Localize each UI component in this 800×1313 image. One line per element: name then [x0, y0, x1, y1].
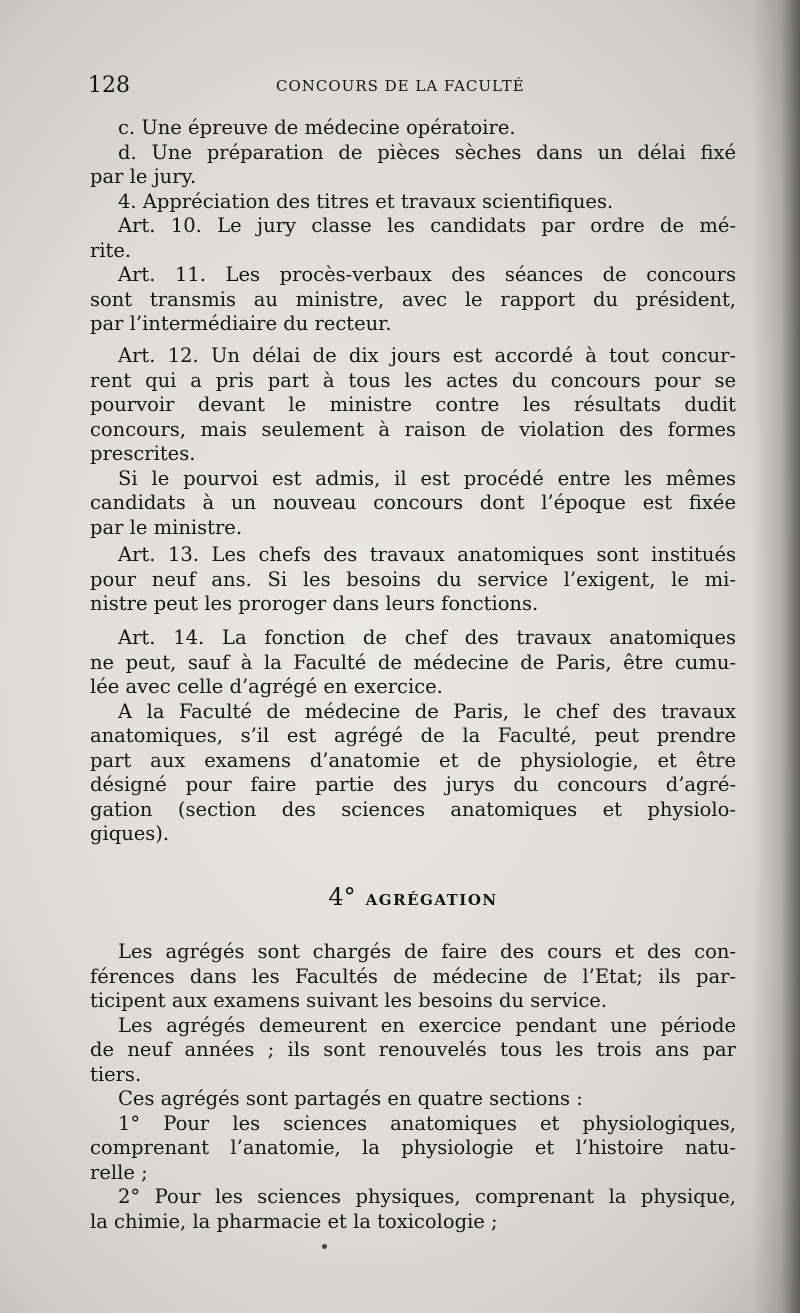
- paragraph-agregation: [90, 940, 736, 1234]
- text-line: tiers.: [90, 1062, 142, 1086]
- text-line: anatomiques, s’il est agrégé de la Faculté, peut prendre: [90, 724, 736, 747]
- text-line: gation (section des sciences anatomiques et physiolo-: [90, 797, 736, 821]
- text-line: c. Une épreuve de médecine opératoire.: [118, 116, 516, 139]
- text-line: désigné pour faire partie des jurys du concours d’agré-: [90, 773, 736, 796]
- text-line: candidats à un nouveau concours dont l’époque est fixée: [90, 491, 736, 514]
- text-line: 2° Pour les sciences physiques, comprenant la physique,: [118, 1185, 736, 1208]
- text-line: Art. 10. Le jury classe les candidats par ordre de mé-: [118, 214, 736, 237]
- text-line: giques).: [90, 822, 170, 845]
- text-line: Art. 11. Les procès-verbaux des séances de concours: [118, 263, 736, 286]
- book-spine-shadow: [752, 0, 800, 1313]
- text-line: relle ;: [90, 1160, 148, 1184]
- text-line: Art. 12. Un délai de dix jours est accordé à tout concur-: [118, 344, 736, 367]
- text-line: nistre peut les proroger dans leurs fonctions.: [90, 592, 539, 615]
- text-line: rent qui a pris part à tous les actes du concours pour se: [90, 368, 736, 392]
- text-line: par le ministre.: [90, 515, 243, 539]
- section-heading: [90, 883, 736, 913]
- text-line: pour neuf ans. Si les besoins du service l’exigent, le mi-: [90, 567, 736, 591]
- text-line: prescrites.: [90, 442, 196, 465]
- text-line: concours, mais seulement à raison de violation des formes: [90, 417, 736, 441]
- text-line: Les agrégés demeurent en exercice pendant une période: [118, 1013, 736, 1037]
- text-line: sont transmis au ministre, avec le rapport du président,: [90, 287, 736, 311]
- text-line: Art. 14. La fonction de chef des travaux anatomiques: [118, 626, 736, 649]
- paragraph-article-14: [90, 626, 736, 847]
- page-header: [88, 73, 736, 101]
- section-title: AGRÉGATION: [365, 891, 498, 909]
- text-line: Ces agrégés sont partagés en quatre sections :: [118, 1087, 583, 1110]
- page-number: 128: [88, 73, 130, 98]
- text-line: 4. Appréciation des titres et travaux scientifiques.: [118, 189, 614, 213]
- section-number: 4°: [328, 883, 356, 911]
- text-line: ticipent aux examens suivant les besoins du service.: [90, 989, 607, 1012]
- text-line: par le jury.: [90, 165, 197, 188]
- text-line: 1° Pour les sciences anatomiques et physiologiques,: [118, 1111, 736, 1135]
- text-line: d. Une préparation de pièces sèches dans un délai fixé: [118, 140, 736, 164]
- paragraph-article-12: [90, 344, 736, 540]
- text-line: lée avec celle d’agrégé en exercice.: [90, 675, 443, 698]
- text-line: Si le pourvoi est admis, il est procédé entre les mêmes: [118, 466, 736, 490]
- paragraph-epreuves: [90, 116, 736, 263]
- paragraph-article-11: [90, 263, 736, 337]
- text-line: de neuf années ; ils sont renouvelés tous les trois ans par: [90, 1038, 736, 1061]
- text-line: Les agrégés sont chargés de faire des cours et des con-: [118, 940, 736, 963]
- text-line: A la Faculté de médecine de Paris, le chef des travaux: [118, 699, 736, 723]
- text-line: rite.: [90, 238, 132, 262]
- text-line: ne peut, sauf à la Faculté de médecine de Paris, être cumu-: [90, 650, 736, 674]
- text-line: la chimie, la pharmacie et la toxicologie ;: [90, 1209, 498, 1233]
- text-line: férences dans les Facultés de médecine de l’Etat; ils par-: [90, 964, 736, 988]
- text-line: comprenant l’anatomie, la physiologie et l’histoire natu-: [90, 1136, 736, 1159]
- paragraph-article-13: [90, 543, 736, 617]
- text-line: pourvoir devant le ministre contre les résultats dudit: [90, 393, 736, 416]
- text-line: par l’intermédiaire du recteur.: [90, 312, 392, 335]
- text-line: Art. 13. Les chefs des travaux anatomiques sont institués: [118, 543, 736, 566]
- print-speck: [322, 1244, 327, 1249]
- text-line: part aux examens d’anatomie et de physiologie, et être: [90, 748, 736, 772]
- running-head: CONCOURS DE LA FACULTÉ: [276, 77, 525, 95]
